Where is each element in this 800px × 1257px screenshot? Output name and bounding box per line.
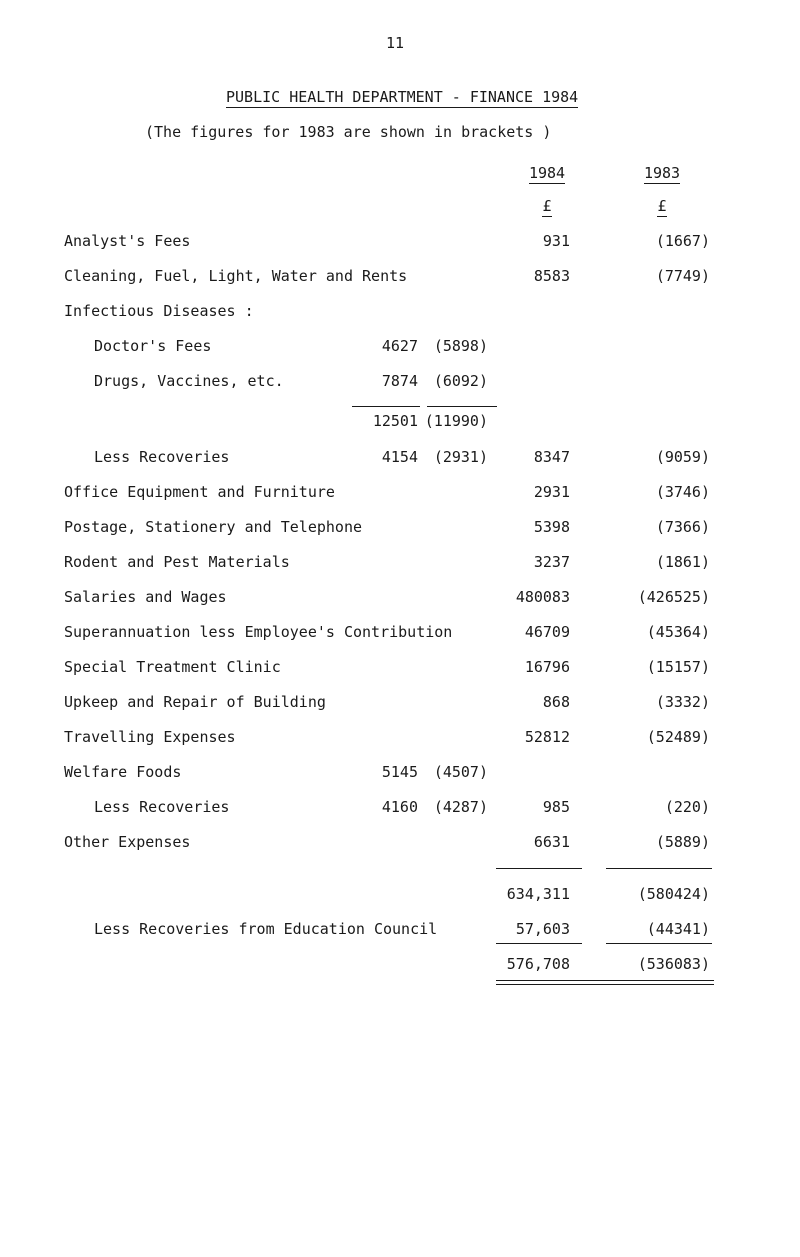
value-1983-salaries: (426525) <box>637 588 710 606</box>
row-label-salaries: Salaries and Wages <box>64 588 227 606</box>
year-1983-label: 1983 <box>643 164 681 182</box>
row-label-infectious: Infectious Diseases : <box>64 302 254 320</box>
row-label-upkeep: Upkeep and Repair of Building <box>64 693 326 711</box>
value-1984-analyst: 931 <box>542 232 570 250</box>
value-1983-travelling: (52489) <box>646 728 710 746</box>
value-1983-superannuation: (45364) <box>646 623 710 641</box>
value-1984-superannuation: 46709 <box>524 623 570 641</box>
value-1984-postage: 5398 <box>533 518 570 536</box>
row-label-rodent: Rodent and Pest Materials <box>64 553 290 571</box>
total-1983-gross: (580424) <box>637 885 710 903</box>
sub-1984-welfare-recoveries: 4160 <box>381 798 418 816</box>
total-1984-net: 576,708 <box>506 955 570 973</box>
total-1983-net: (536083) <box>637 955 710 973</box>
value-1983-clinic: (15157) <box>646 658 710 676</box>
sub-1984-doctors: 4627 <box>381 337 418 355</box>
value-1984-rodent: 3237 <box>533 553 570 571</box>
value-1984-salaries: 480083 <box>515 588 570 606</box>
value-1983-welfare: (220) <box>664 798 710 816</box>
value-1983-cleaning: (7749) <box>655 267 710 285</box>
sub-1984-welfare: 5145 <box>381 763 418 781</box>
sub-1984-infectious-recoveries: 4154 <box>381 448 418 466</box>
value-1984-welfare: 985 <box>542 798 570 816</box>
value-1984-cleaning: 8583 <box>533 267 570 285</box>
value-1983-upkeep: (3332) <box>655 693 710 711</box>
sub-1984-drugs: 7874 <box>381 372 418 390</box>
value-1983-postage: (7366) <box>655 518 710 536</box>
value-1983-infectious: (9059) <box>655 448 710 466</box>
row-label-clinic: Special Treatment Clinic <box>64 658 281 676</box>
value-1983-office: (3746) <box>655 483 710 501</box>
currency-1984-label: £ <box>542 197 552 215</box>
currency-1983 <box>623 197 701 215</box>
value-1983-analyst: (1667) <box>655 232 710 250</box>
subtitle: (The figures for 1983 are shown in brackets ) <box>145 123 552 141</box>
total-1984-gross: 634,311 <box>506 885 570 903</box>
sub-1983-doctors: (5898) <box>433 337 488 355</box>
subtotal-rule-1984 <box>352 406 420 407</box>
gross-rule-1984 <box>496 868 582 869</box>
page-number: 11 <box>385 34 405 52</box>
value-1984-clinic: 16796 <box>524 658 570 676</box>
row-label-welfare: Welfare Foods <box>64 763 182 781</box>
row-label-postage: Postage, Stationery and Telephone <box>64 518 363 536</box>
row-label-travelling: Travelling Expenses <box>64 728 236 746</box>
row-label-education: Less Recoveries from Education Council <box>94 920 438 938</box>
row-label-office: Office Equipment and Furniture <box>64 483 335 501</box>
subtotal-rule-1983 <box>427 406 497 407</box>
subtotal-1983-infectious: (11990) <box>424 412 488 430</box>
row-label-other: Other Expenses <box>64 833 191 851</box>
double-rule-bottom <box>496 984 714 985</box>
row-label-drugs: Drugs, Vaccines, etc. <box>94 372 284 390</box>
column-header-1983 <box>623 164 701 182</box>
value-1983-rodent: (1861) <box>655 553 710 571</box>
double-rule-top <box>496 980 714 981</box>
currency-1984 <box>510 197 584 215</box>
column-header-1984 <box>510 164 584 182</box>
net-rule-1984 <box>496 943 582 944</box>
page-title-text: PUBLIC HEALTH DEPARTMENT - FINANCE 1984 <box>226 88 579 106</box>
value-1984-travelling: 52812 <box>524 728 570 746</box>
row-label-welfare-recoveries: Less Recoveries <box>94 798 230 816</box>
sub-1983-welfare: (4507) <box>433 763 488 781</box>
row-label-analyst: Analyst's Fees <box>64 232 191 250</box>
value-1984-other: 6631 <box>533 833 570 851</box>
value-1984-infectious: 8347 <box>533 448 570 466</box>
sub-1983-drugs: (6092) <box>433 372 488 390</box>
currency-1983-label: £ <box>657 197 667 215</box>
sub-1983-welfare-recoveries: (4287) <box>433 798 488 816</box>
value-1984-education: 57,603 <box>515 920 570 938</box>
value-1983-other: (5889) <box>655 833 710 851</box>
page-title <box>226 88 578 106</box>
sub-1983-infectious-recoveries: (2931) <box>433 448 488 466</box>
row-label-cleaning: Cleaning, Fuel, Light, Water and Rents <box>64 267 408 285</box>
net-rule-1983 <box>606 943 712 944</box>
row-label-doctors: Doctor's Fees <box>94 337 212 355</box>
year-1984-label: 1984 <box>528 164 566 182</box>
row-label-infectious-recoveries: Less Recoveries <box>94 448 230 466</box>
gross-rule-1983 <box>606 868 712 869</box>
value-1983-education: (44341) <box>646 920 710 938</box>
row-label-superannuation: Superannuation less Employee's Contribution <box>64 623 453 641</box>
value-1984-upkeep: 868 <box>542 693 570 711</box>
value-1984-office: 2931 <box>533 483 570 501</box>
subtotal-1984-infectious: 12501 <box>372 412 418 430</box>
